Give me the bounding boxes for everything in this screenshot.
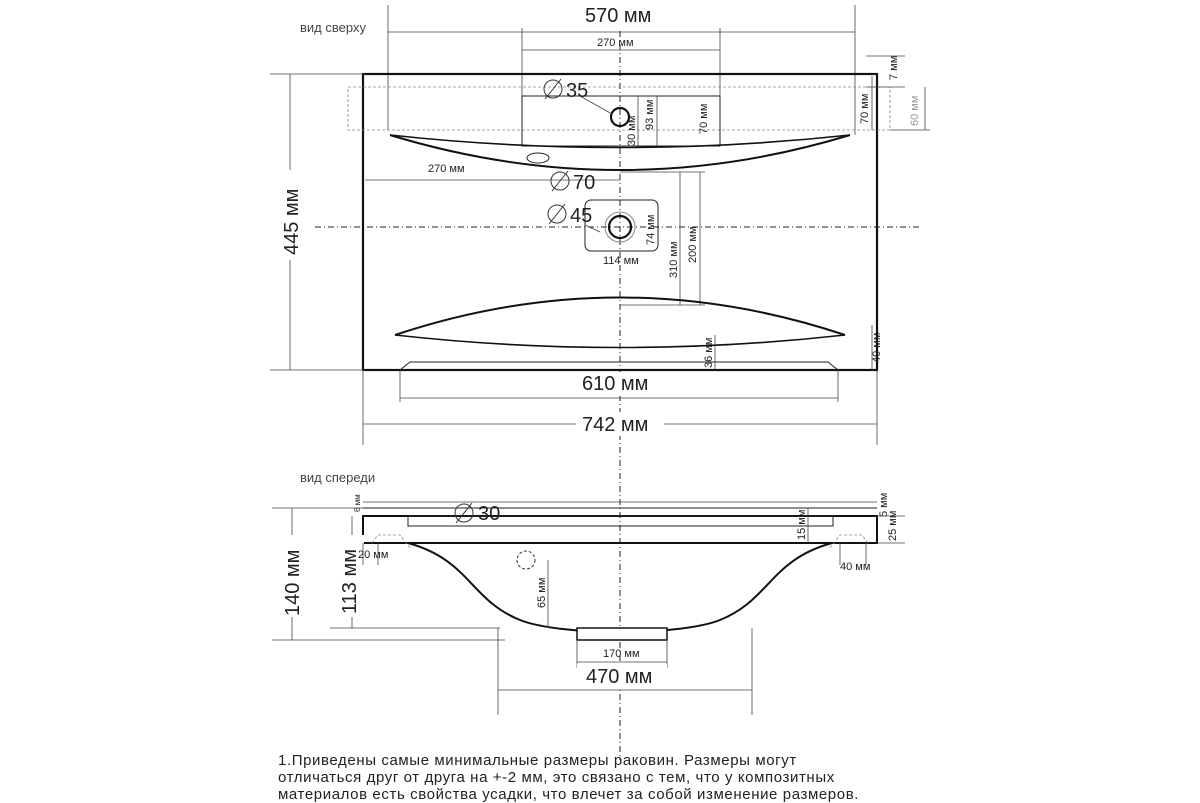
front-lip (400, 362, 838, 370)
dim-d35: 35 (566, 80, 589, 102)
front-view-label: вид спереди (300, 470, 376, 485)
dim-6: 6 мм (353, 494, 362, 512)
bowl-front-edge (395, 298, 845, 336)
dim-65: 65 мм (536, 577, 548, 608)
footnote-line-1: 1.Приведены самые минимальные размеры раковин. Размеры могут (278, 752, 797, 769)
drain-stub (577, 628, 667, 640)
dim-40: 40 мм (871, 332, 883, 363)
dim-36: 36 мм (703, 337, 715, 368)
dim-570: 570 мм (585, 5, 652, 27)
right-support-hidden (830, 535, 868, 548)
dim-d30: 30 (478, 503, 501, 525)
footnote (278, 752, 978, 803)
dim-445: 445 мм (281, 188, 303, 255)
dim-270-top: 270 мм (597, 37, 634, 49)
dim-74: 74 мм (645, 214, 657, 245)
dim-70-inner: 70 мм (698, 103, 710, 134)
leader-d45 (585, 225, 600, 232)
faucet-deck-box (522, 96, 720, 146)
dim-200: 200 мм (687, 226, 699, 263)
dim-114: 114 мм (603, 255, 639, 267)
dim-d70: 70 (573, 172, 596, 194)
dim-113: 113 мм (339, 549, 361, 614)
dim-742: 742 мм (582, 414, 649, 436)
dim-270-left: 270 мм (428, 163, 465, 175)
dim-310: 310 мм (668, 241, 680, 278)
dim-610: 610 мм (582, 373, 649, 395)
footnote-line-3: материалов есть свойства усадки, что влечет за собой изменение размеров. (278, 786, 860, 803)
dim-170: 170 мм (603, 648, 640, 660)
footnote-line-2: отличаться друг от друга на +-2 мм, это связано с тем, что у композитных (278, 769, 835, 786)
dim-60: 60 мм (909, 95, 921, 126)
dim-20: 20 мм (358, 549, 389, 561)
dim-140: 140 мм (282, 549, 304, 616)
dim-93: 93 мм (644, 99, 656, 130)
dim-7: 7 мм (888, 55, 900, 80)
dim-25: 25 мм (887, 510, 899, 541)
overflow-hole-hidden (517, 551, 535, 569)
dim-5: 5 мм (878, 492, 890, 517)
dim-15: 15 мм (796, 509, 808, 540)
dim-30: 30 мм (626, 115, 638, 146)
top-view-label: вид сверху (300, 20, 366, 35)
dim-40-front: 40 мм (840, 561, 871, 573)
overflow-hole (527, 153, 549, 163)
dim-70-right: 70 мм (859, 93, 871, 124)
dim-d45: 45 (570, 205, 593, 227)
dim-470: 470 мм (586, 666, 653, 688)
